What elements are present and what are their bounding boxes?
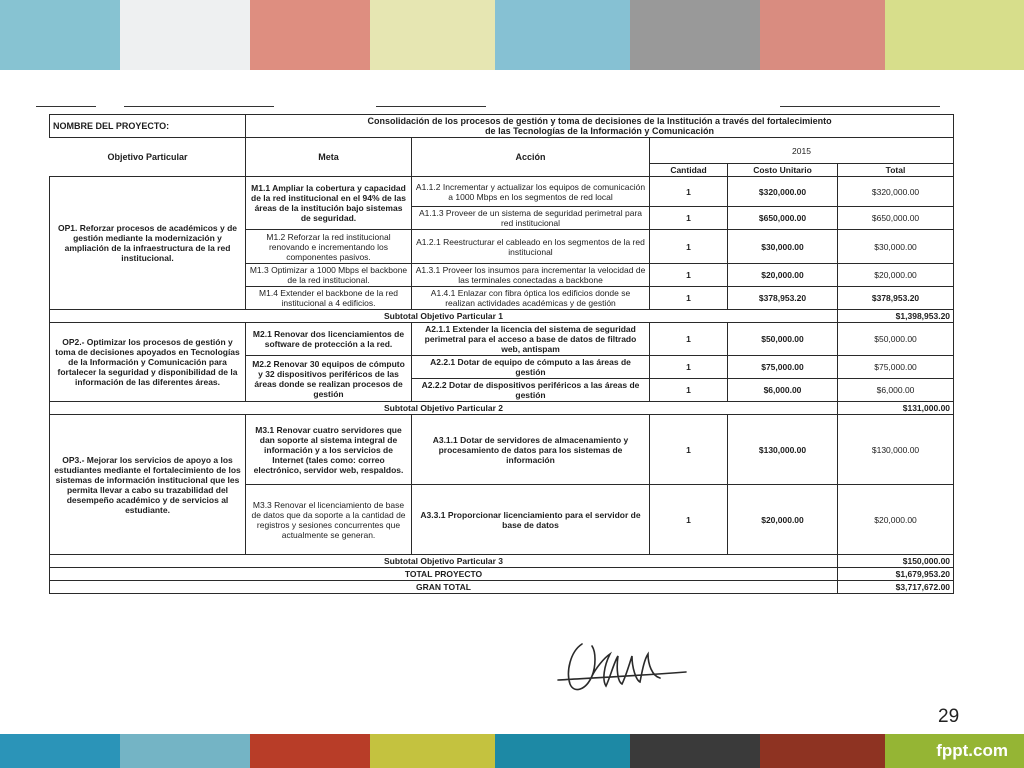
action-cell: A3.3.1 Proporcionar licenciamiento para el servidor de base de datos — [412, 485, 650, 555]
subtotal-row — [50, 402, 954, 415]
scan-mark-line — [780, 106, 940, 107]
header-accion: Acción — [412, 138, 650, 177]
gran-total-label: GRAN TOTAL — [50, 581, 838, 594]
project-title — [246, 115, 954, 138]
meta-cell: M1.4 Extender el backbone de la red institucional a 4 edificios. — [246, 287, 412, 310]
costo-cell: $6,000.00 — [728, 379, 838, 402]
total-cell: $20,000.00 — [838, 485, 954, 555]
project-title-line2: de las Tecnologías de la Información y Comunicación — [485, 126, 714, 136]
color-stripe — [0, 734, 120, 768]
cantidad-cell: 1 — [650, 379, 728, 402]
project-label: NOMBRE DEL PROYECTO: — [50, 115, 246, 138]
action-cell: A3.1.1 Dotar de servidores de almacenamiento y procesamiento de datos para los sistemas de información — [412, 415, 650, 485]
cantidad-cell: 1 — [650, 207, 728, 230]
costo-cell: $650,000.00 — [728, 207, 838, 230]
costo-cell: $378,953.20 — [728, 287, 838, 310]
header-meta: Meta — [246, 138, 412, 177]
meta-cell: M1.2 Reforzar la red institucional renovando e incrementando los componentes pasivos. — [246, 230, 412, 264]
color-stripe — [250, 734, 370, 768]
header-row-1 — [50, 138, 954, 164]
meta-cell: M2.2 Renovar 30 equipos de cómputo y 32 dispositivos periféricos de las áreas donde se realizan procesos de gestión — [246, 356, 412, 402]
header-cantidad: Cantidad — [650, 164, 728, 177]
action-cell: A1.1.2 Incrementar y actualizar los equipos de comunicación a 1000 Mbps en los segmentos de red local — [412, 177, 650, 207]
action-cell: A1.2.1 Reestructurar el cableado en los segmentos de la red institucional — [412, 230, 650, 264]
top-stripe-bar — [0, 0, 1024, 70]
cantidad-cell: 1 — [650, 485, 728, 555]
total-proyecto-label: TOTAL PROYECTO — [50, 568, 838, 581]
cantidad-cell: 1 — [650, 230, 728, 264]
table-row — [50, 323, 954, 356]
meta-cell: M3.1 Renovar cuatro servidores que dan soporte al sistema integral de información y a los servicios de Internet (tales como: correo electrónico, servidor web, respaldos. — [246, 415, 412, 485]
action-cell: A1.1.3 Proveer de un sistema de seguridad perimetral para red institucional — [412, 207, 650, 230]
total-cell: $650,000.00 — [838, 207, 954, 230]
total-cell: $130,000.00 — [838, 415, 954, 485]
subtotal-value: $1,398,953.20 — [838, 310, 954, 323]
subtotal-value: $131,000.00 — [838, 402, 954, 415]
subtotal-value: $150,000.00 — [838, 555, 954, 568]
color-stripe — [120, 734, 250, 768]
brand-logo-text: fppt.com — [936, 741, 1008, 760]
action-cell: A2.2.1 Dotar de equipo de cómputo a las áreas de gestión — [412, 356, 650, 379]
color-stripe — [885, 0, 1024, 70]
costo-cell: $130,000.00 — [728, 415, 838, 485]
color-stripe — [630, 0, 760, 70]
header-costo: Costo Unitario — [728, 164, 838, 177]
action-cell: A2.2.2 Dotar de dispositivos periféricos a las áreas de gestión — [412, 379, 650, 402]
scan-mark-line — [124, 106, 274, 107]
color-stripe — [495, 734, 630, 768]
cantidad-cell: 1 — [650, 264, 728, 287]
gran-total-value: $3,717,672.00 — [838, 581, 954, 594]
scan-mark-line — [376, 106, 486, 107]
header-total: Total — [838, 164, 954, 177]
costo-cell: $30,000.00 — [728, 230, 838, 264]
costo-cell: $20,000.00 — [728, 485, 838, 555]
subtotal-label: Subtotal Objetivo Particular 1 — [50, 310, 838, 323]
budget-table — [49, 114, 954, 594]
color-stripe — [120, 0, 250, 70]
total-cell: $30,000.00 — [838, 230, 954, 264]
color-stripe — [370, 734, 495, 768]
total-cell: $378,953.20 — [838, 287, 954, 310]
subtotal-label: Subtotal Objetivo Particular 2 — [50, 402, 838, 415]
scanned-document — [46, 96, 976, 626]
color-stripe — [250, 0, 370, 70]
meta-cell: M1.1 Ampliar la cobertura y capacidad de la red institucional en el 94% de las áreas de la institución bajo sistemas de seguridad. — [246, 177, 412, 230]
cantidad-cell: 1 — [650, 323, 728, 356]
cantidad-cell: 1 — [650, 356, 728, 379]
page-number: 29 — [938, 706, 960, 727]
color-stripe — [760, 0, 885, 70]
cantidad-cell: 1 — [650, 415, 728, 485]
objective-op2: OP2.- Optimizar los procesos de gestión y toma de decisiones apoyados en Tecnologías de la Información y Comunicación para fortalecer la seguridad y disponibilidad de la información de las diferentes áreas. — [50, 323, 246, 402]
costo-cell: $50,000.00 — [728, 323, 838, 356]
cantidad-cell: 1 — [650, 177, 728, 207]
table-row — [50, 177, 954, 207]
scan-mark-line — [36, 106, 96, 107]
meta-cell: M3.3 Renovar el licenciamiento de base de datos que da soporte a la cantidad de registros y sesiones concurrentes que actualmente se generan. — [246, 485, 412, 555]
objective-op3: OP3.- Mejorar los servicios de apoyo a los estudiantes mediante el fortalecimiento de los sistemas de información institucional que les permita llevar a cabo su trazabilidad del desempeño académico y de servicios al estudiante. — [50, 415, 246, 555]
total-cell: $320,000.00 — [838, 177, 954, 207]
costo-cell: $20,000.00 — [728, 264, 838, 287]
color-stripe — [630, 734, 760, 768]
project-name-row — [50, 115, 954, 138]
costo-cell: $320,000.00 — [728, 177, 838, 207]
action-cell: A1.3.1 Proveer los insumos para incrementar la velocidad de las terminales conectadas a backbone — [412, 264, 650, 287]
header-year: 2015 — [650, 138, 954, 164]
action-cell: A2.1.1 Extender la licencia del sistema de seguridad perimetral para el acceso a base de datos de filtrado web, antispam — [412, 323, 650, 356]
total-proyecto-row — [50, 568, 954, 581]
signature-icon — [552, 632, 692, 702]
action-cell: A1.4.1 Enlazar con fibra óptica los edificios donde se realizan actividades académicas y de gestión — [412, 287, 650, 310]
color-stripe — [495, 0, 630, 70]
total-cell: $6,000.00 — [838, 379, 954, 402]
total-cell: $20,000.00 — [838, 264, 954, 287]
gran-total-row — [50, 581, 954, 594]
meta-cell: M2.1 Renovar dos licenciamientos de software de protección a la red. — [246, 323, 412, 356]
subtotal-row — [50, 555, 954, 568]
total-proyecto-value: $1,679,953.20 — [838, 568, 954, 581]
subtotal-label: Subtotal Objetivo Particular 3 — [50, 555, 838, 568]
project-title-line1: Consolidación de los procesos de gestión y toma de decisiones de la Institución a través del fortalecimiento — [367, 116, 832, 126]
total-cell: $75,000.00 — [838, 356, 954, 379]
color-stripe — [760, 734, 885, 768]
table-row — [50, 415, 954, 485]
header-objetivo: Objetivo Particular — [50, 138, 246, 177]
costo-cell: $75,000.00 — [728, 356, 838, 379]
cantidad-cell: 1 — [650, 287, 728, 310]
bottom-stripe-bar — [0, 734, 1024, 768]
total-cell: $50,000.00 — [838, 323, 954, 356]
objective-op1: OP1. Reforzar procesos de académicos y de gestión mediante la modernización y ampliación de la infraestructura de la red institucional. — [50, 177, 246, 310]
color-stripe — [370, 0, 495, 70]
color-stripe — [0, 0, 120, 70]
subtotal-row — [50, 310, 954, 323]
meta-cell: M1.3 Optimizar a 1000 Mbps el backbone de la red institucional. — [246, 264, 412, 287]
